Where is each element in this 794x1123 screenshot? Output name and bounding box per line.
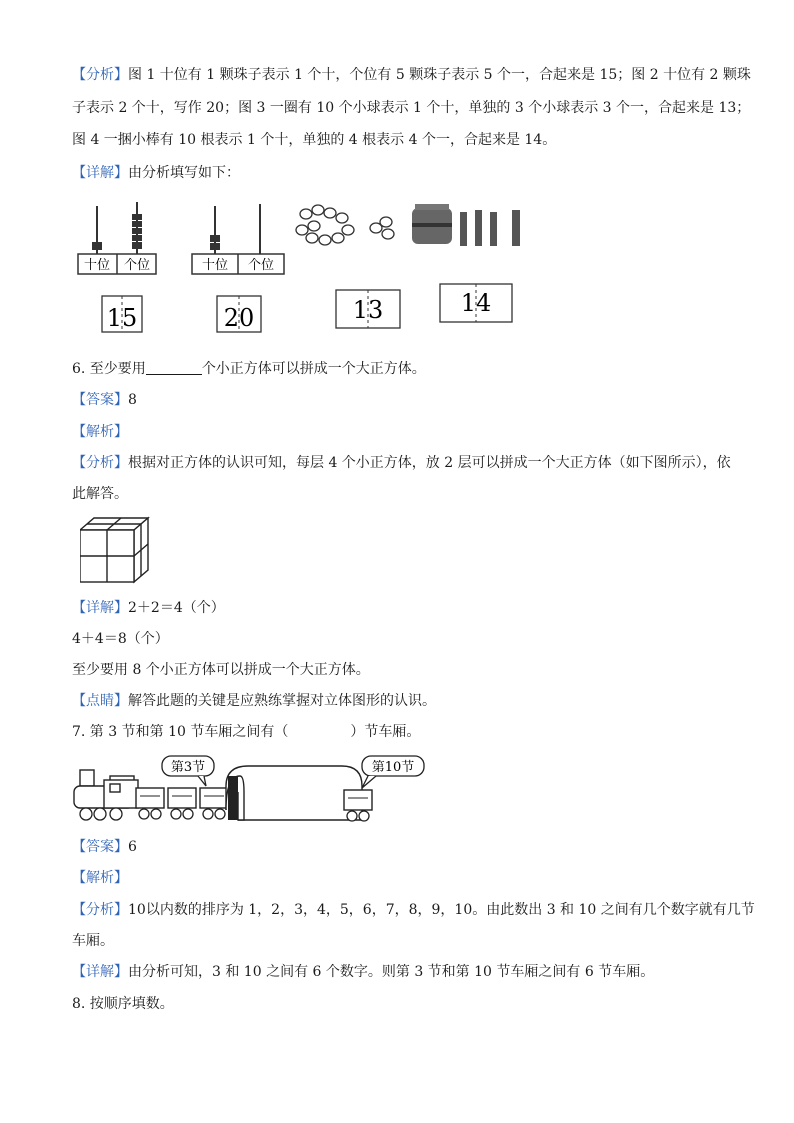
q6-analysis-line-2: 此解答。 xyxy=(72,486,128,502)
q5-analysis-line-3: 图 4 一捆小棒有 10 根表示 1 个十，单独的 4 根表示 4 个一，合起来是 14。 xyxy=(72,132,557,148)
q6-detail-line-1: 【详解】2＋2＝4（个） xyxy=(72,600,225,616)
q5-detail-tag: 【详解】 xyxy=(72,165,128,181)
q6-tip-tag: 【点睛】 xyxy=(72,693,128,709)
q7-question: 7. 第 3 节和第 10 节车厢之间有（ ）节车厢。 xyxy=(72,724,421,740)
q7-answer-value: 6 xyxy=(128,839,137,855)
q5-analysis-line-2: 子表示 2 个十，写作 20；图 3 一圈有 10 个小球表示 1 个十，单独的 3 个小球表示 3 个一，合起来是 13； xyxy=(72,100,751,116)
abacus-1-ten-bead xyxy=(92,242,102,250)
abacus-1-ones-label: 个位 xyxy=(123,258,151,273)
abacus-2-tens-label: 十位 xyxy=(201,258,229,273)
q6-answer-tag: 【答案】 xyxy=(72,392,128,408)
q6-detail-line-2: 4＋4＝8（个） xyxy=(72,631,169,647)
q7-detail-line: 【详解】由分析可知，3 和 10 之间有 6 个数字。则第 3 节和第 10 节车厢之间有 6 节车厢。 xyxy=(72,964,655,980)
q6-detail-line-3: 至少要用 8 个小正方体可以拼成一个大正方体。 xyxy=(72,662,370,678)
abacus-2-ones-label: 个位 xyxy=(247,258,275,273)
abacus-1-one-beads xyxy=(132,214,142,249)
q6-answer-line xyxy=(72,391,137,409)
answer-value-2: 20 xyxy=(223,304,255,332)
q5-detail-line: 【详解】由分析填写如下： xyxy=(72,165,240,181)
answer-value-1: 15 xyxy=(106,304,138,332)
q7-analysis-line-1: 【分析】10以内数的排序为 1，2，3，4，5，6，7，8，9，10。由此数出 3 和 10 之间有几个数字就有几节 xyxy=(72,902,755,918)
q7-analysis-line-2: 车厢。 xyxy=(72,933,114,949)
q6-analysis-tag: 【分析】 xyxy=(72,455,128,471)
q6-tip-line: 【点睛】解答此题的关键是应熟练掌握对立体图形的认识。 xyxy=(72,693,436,709)
q5-analysis-line-1: 【分析】图 1 十位有 1 颗珠子表示 1 个十，个位有 5 颗珠子表示 5 个一，合起来是 15；图 2 十位有 2 颗珠 xyxy=(72,67,751,83)
q7-analysis-tag: 【分析】 xyxy=(72,902,128,918)
q6-jiexi-line: 【解析】 xyxy=(72,424,128,440)
q7-detail-tag: 【详解】 xyxy=(72,964,128,980)
answer-value-4: 14 xyxy=(460,289,492,317)
q6-answer-blank[interactable] xyxy=(146,360,202,375)
three-single-balls xyxy=(370,217,394,239)
q6-detail-tag: 【详解】 xyxy=(72,600,128,616)
q5-analysis-tag: 【分析】 xyxy=(72,67,128,83)
four-single-sticks xyxy=(460,210,520,246)
q5-place-value-figure xyxy=(70,196,540,336)
cube-figure xyxy=(80,516,160,586)
answer-value-3: 13 xyxy=(352,296,384,324)
q7-answer-line xyxy=(72,838,137,856)
q6-question: 6. 至少要用 个小正方体可以拼成一个大正方体。 xyxy=(72,361,426,377)
q6-answer-value: 8 xyxy=(128,392,137,408)
callout-car-3-label: 第3节 xyxy=(170,760,206,775)
q6-analysis-line-1: 【分析】根据对正方体的认识可知，每层 4 个小正方体，放 2 层可以拼成一个大正方体（如下图所示），依 xyxy=(72,455,731,471)
q8-question: 8. 按顺序填数。 xyxy=(72,996,174,1012)
train-figure xyxy=(70,752,430,826)
q7-answer-tag: 【答案】 xyxy=(72,839,128,855)
abacus-1-tens-label: 十位 xyxy=(83,258,111,273)
ten-ball-ring xyxy=(296,205,354,245)
stick-bundle xyxy=(412,204,452,244)
callout-car-10-label: 第10节 xyxy=(371,760,415,775)
q7-jiexi-line: 【解析】 xyxy=(72,870,128,886)
